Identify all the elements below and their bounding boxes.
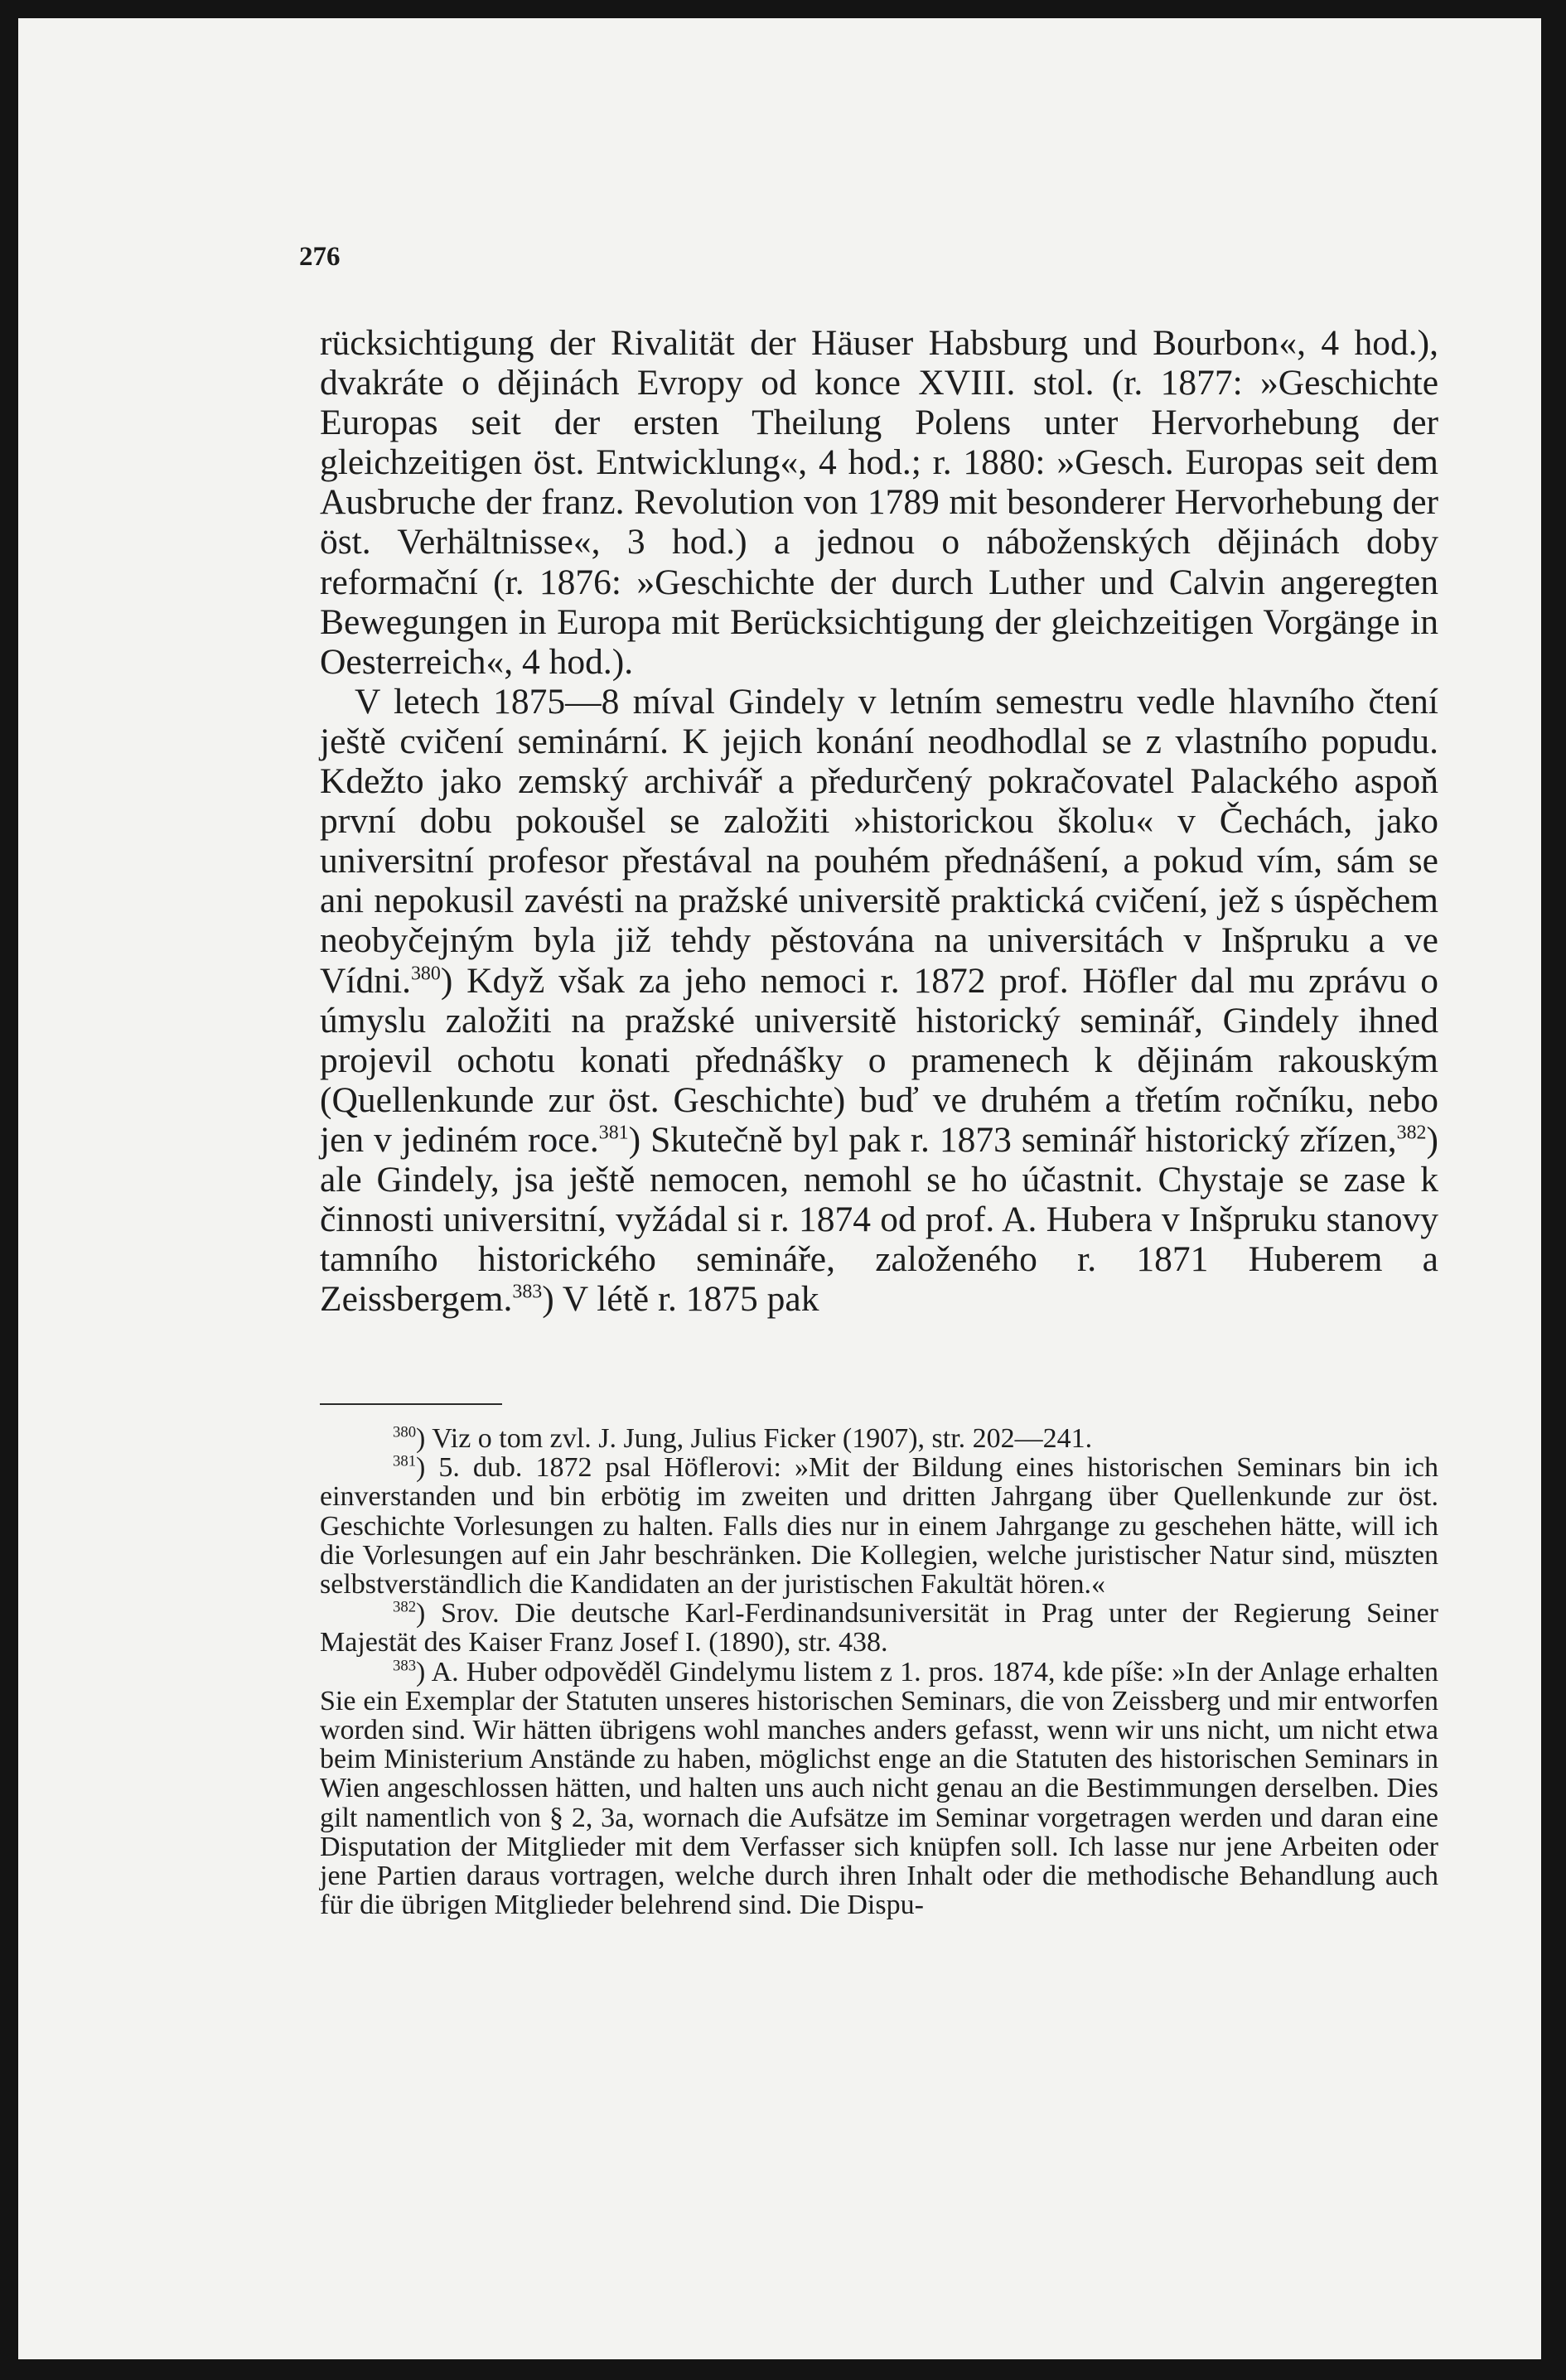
page-number: 276 bbox=[299, 242, 341, 272]
footnote-383 bbox=[320, 1658, 1438, 1920]
footnotes bbox=[320, 1424, 1438, 1919]
paragraph-2-part-b: ) Když však za jeho nemoci r. 1872 prof. Höfler dal mu zprávu o úmyslu založiti na pražské universitě historický seminář, Gindely ihned projevil ochotu konati přednášky o pramenech k dějinám rakouským (Quellenkunde zur öst. Geschichte) buď ve druhém a třetím ročníku, nebo jen v jediném roce. bbox=[320, 960, 1438, 1160]
footnote-mark: 383 bbox=[393, 1657, 417, 1675]
footnote-mark: 381 bbox=[393, 1452, 417, 1470]
paragraph-2-part-a: V letech 1875—8 míval Gindely v letním semestru vedle hlavního čtení ještě cvičení seminární. K jejich konání neodhodlal se z vlastního popudu. Kdežto jako zemský archivář a předurčený pokračovatel Palackého aspoň první dobu pokoušel se založiti »historickou školu« v Čechách, jako universitní profesor přestával na pouhém přednášení, a pokud vím, sám se ani nepokusil zavésti na pražské universitě praktická cvičení, jež s úspěchem neobyčejným byla již tehdy pěstována na universitách v Inšpruku a ve Vídni. bbox=[320, 681, 1438, 1001]
paragraph-2-part-e: ) V létě r. 1875 pak bbox=[542, 1279, 819, 1320]
footnote-382 bbox=[320, 1599, 1438, 1657]
footnote-text: ) 5. dub. 1872 psal Höflerovi: »Mit der Bildung eines historischen Seminars bin ich einverstanden und bin erbötig im zweiten und dritten Jahrgang über Quellenkunde zur öst. Geschichte Vorlesungen zu halten. Falls dies nur in einem Jahrgange zu geschehen hätte, will ich die Vorlesungen auf ein Jahr beschränken. Die Kollegien, welche juristischer Natur sind, müszten selbstverständlich die Kandidaten an der juristischen Fakultät hören.« bbox=[320, 1452, 1438, 1600]
footnote-381 bbox=[320, 1453, 1438, 1599]
footnote-ref-383: 383 bbox=[512, 1281, 543, 1303]
main-text bbox=[320, 323, 1438, 1319]
paragraph-2 bbox=[320, 682, 1438, 1320]
footnote-ref-381: 381 bbox=[598, 1122, 629, 1144]
footnote-text: ) A. Huber odpověděl Gindelymu listem z 1. pros. 1874, kde píše: »In der Anlage erhalten Sie ein Exemplar der Statuten unseres historischen Seminars, die von Zeissberg und mir entworfen worden sind. Wir hätten übrigens wohl manches anders gefasst, wenn wir uns nicht, um nicht etwa beim Ministerium Anstände zu haben, möglichst enge an die Statuten des historischen Seminars in Wien angeschlossen hätten, und halten uns auch nicht genau an die Bestimmungen derselben. Dies gilt namentlich von § 2, 3a, wornach die Aufsätze im Seminar vorgetragen werden und daran eine Disputation der Mitglieder mit dem Verfasser sich knüpfen soll. Ich lasse nur jene Arbeiten oder jene Partien daraus vortragen, welche durch ihren Inhalt oder die methodische Behandlung auch für die übrigen Mitglieder belehrend sind. Die Dispu- bbox=[320, 1656, 1438, 1921]
paragraph-1: rücksichtigung der Rivalität der Häuser Habsburg und Bourbon«, 4 hod.), dvakráte o dějinách Evropy od konce XVIII. stol. (r. 1877: »Geschichte Europas seit der ersten Theilung Polens unter Hervorhebung der gleichzeitigen öst. Entwicklung«, 4 hod.; r. 1880: »Gesch. Europas seit dem Ausbruche der franz. Revolution von 1789 mit besonderer Hervorhebung der öst. Verhältnisse«, 3 hod.) a jednou o náboženských dějinách doby reformační (r. 1876: »Geschichte der durch Luther und Calvin angeregten Bewegungen in Europa mit Berücksichtigung der gleichzeitigen Vorgänge in Oesterreich«, 4 hod.). bbox=[320, 323, 1438, 682]
paragraph-2-part-c: ) Skutečně byl pak r. 1873 seminář historický zřízen, bbox=[628, 1119, 1397, 1160]
footnote-mark: 382 bbox=[393, 1598, 417, 1616]
footnote-mark: 380 bbox=[393, 1423, 417, 1441]
footnote-text: ) Viz o tom zvl. J. Jung, Julius Ficker (1907), str. 202—241. bbox=[416, 1423, 1093, 1454]
footnote-text: ) Srov. Die deutsche Karl-Ferdinandsuniversität in Prag unter der Regierung Seiner Majestät des Kaiser Franz Josef I. (1890), str. 438. bbox=[320, 1598, 1438, 1658]
paragraph-2-part-d: ) ale Gindely, jsa ještě nemocen, nemohl se ho účastnit. Chystaje se zase k činnosti universitní, vyžádal si r. 1874 od prof. A. Hubera v Inšpruku stanovy tamního historického semináře, založeného r. 1871 Huberem a Zeissbergem. bbox=[320, 1119, 1438, 1320]
footnote-divider bbox=[320, 1403, 502, 1405]
footnote-380 bbox=[320, 1424, 1438, 1453]
footnote-ref-382: 382 bbox=[1396, 1122, 1427, 1144]
scanned-page bbox=[18, 18, 1541, 2359]
footnote-ref-380: 380 bbox=[410, 963, 441, 984]
